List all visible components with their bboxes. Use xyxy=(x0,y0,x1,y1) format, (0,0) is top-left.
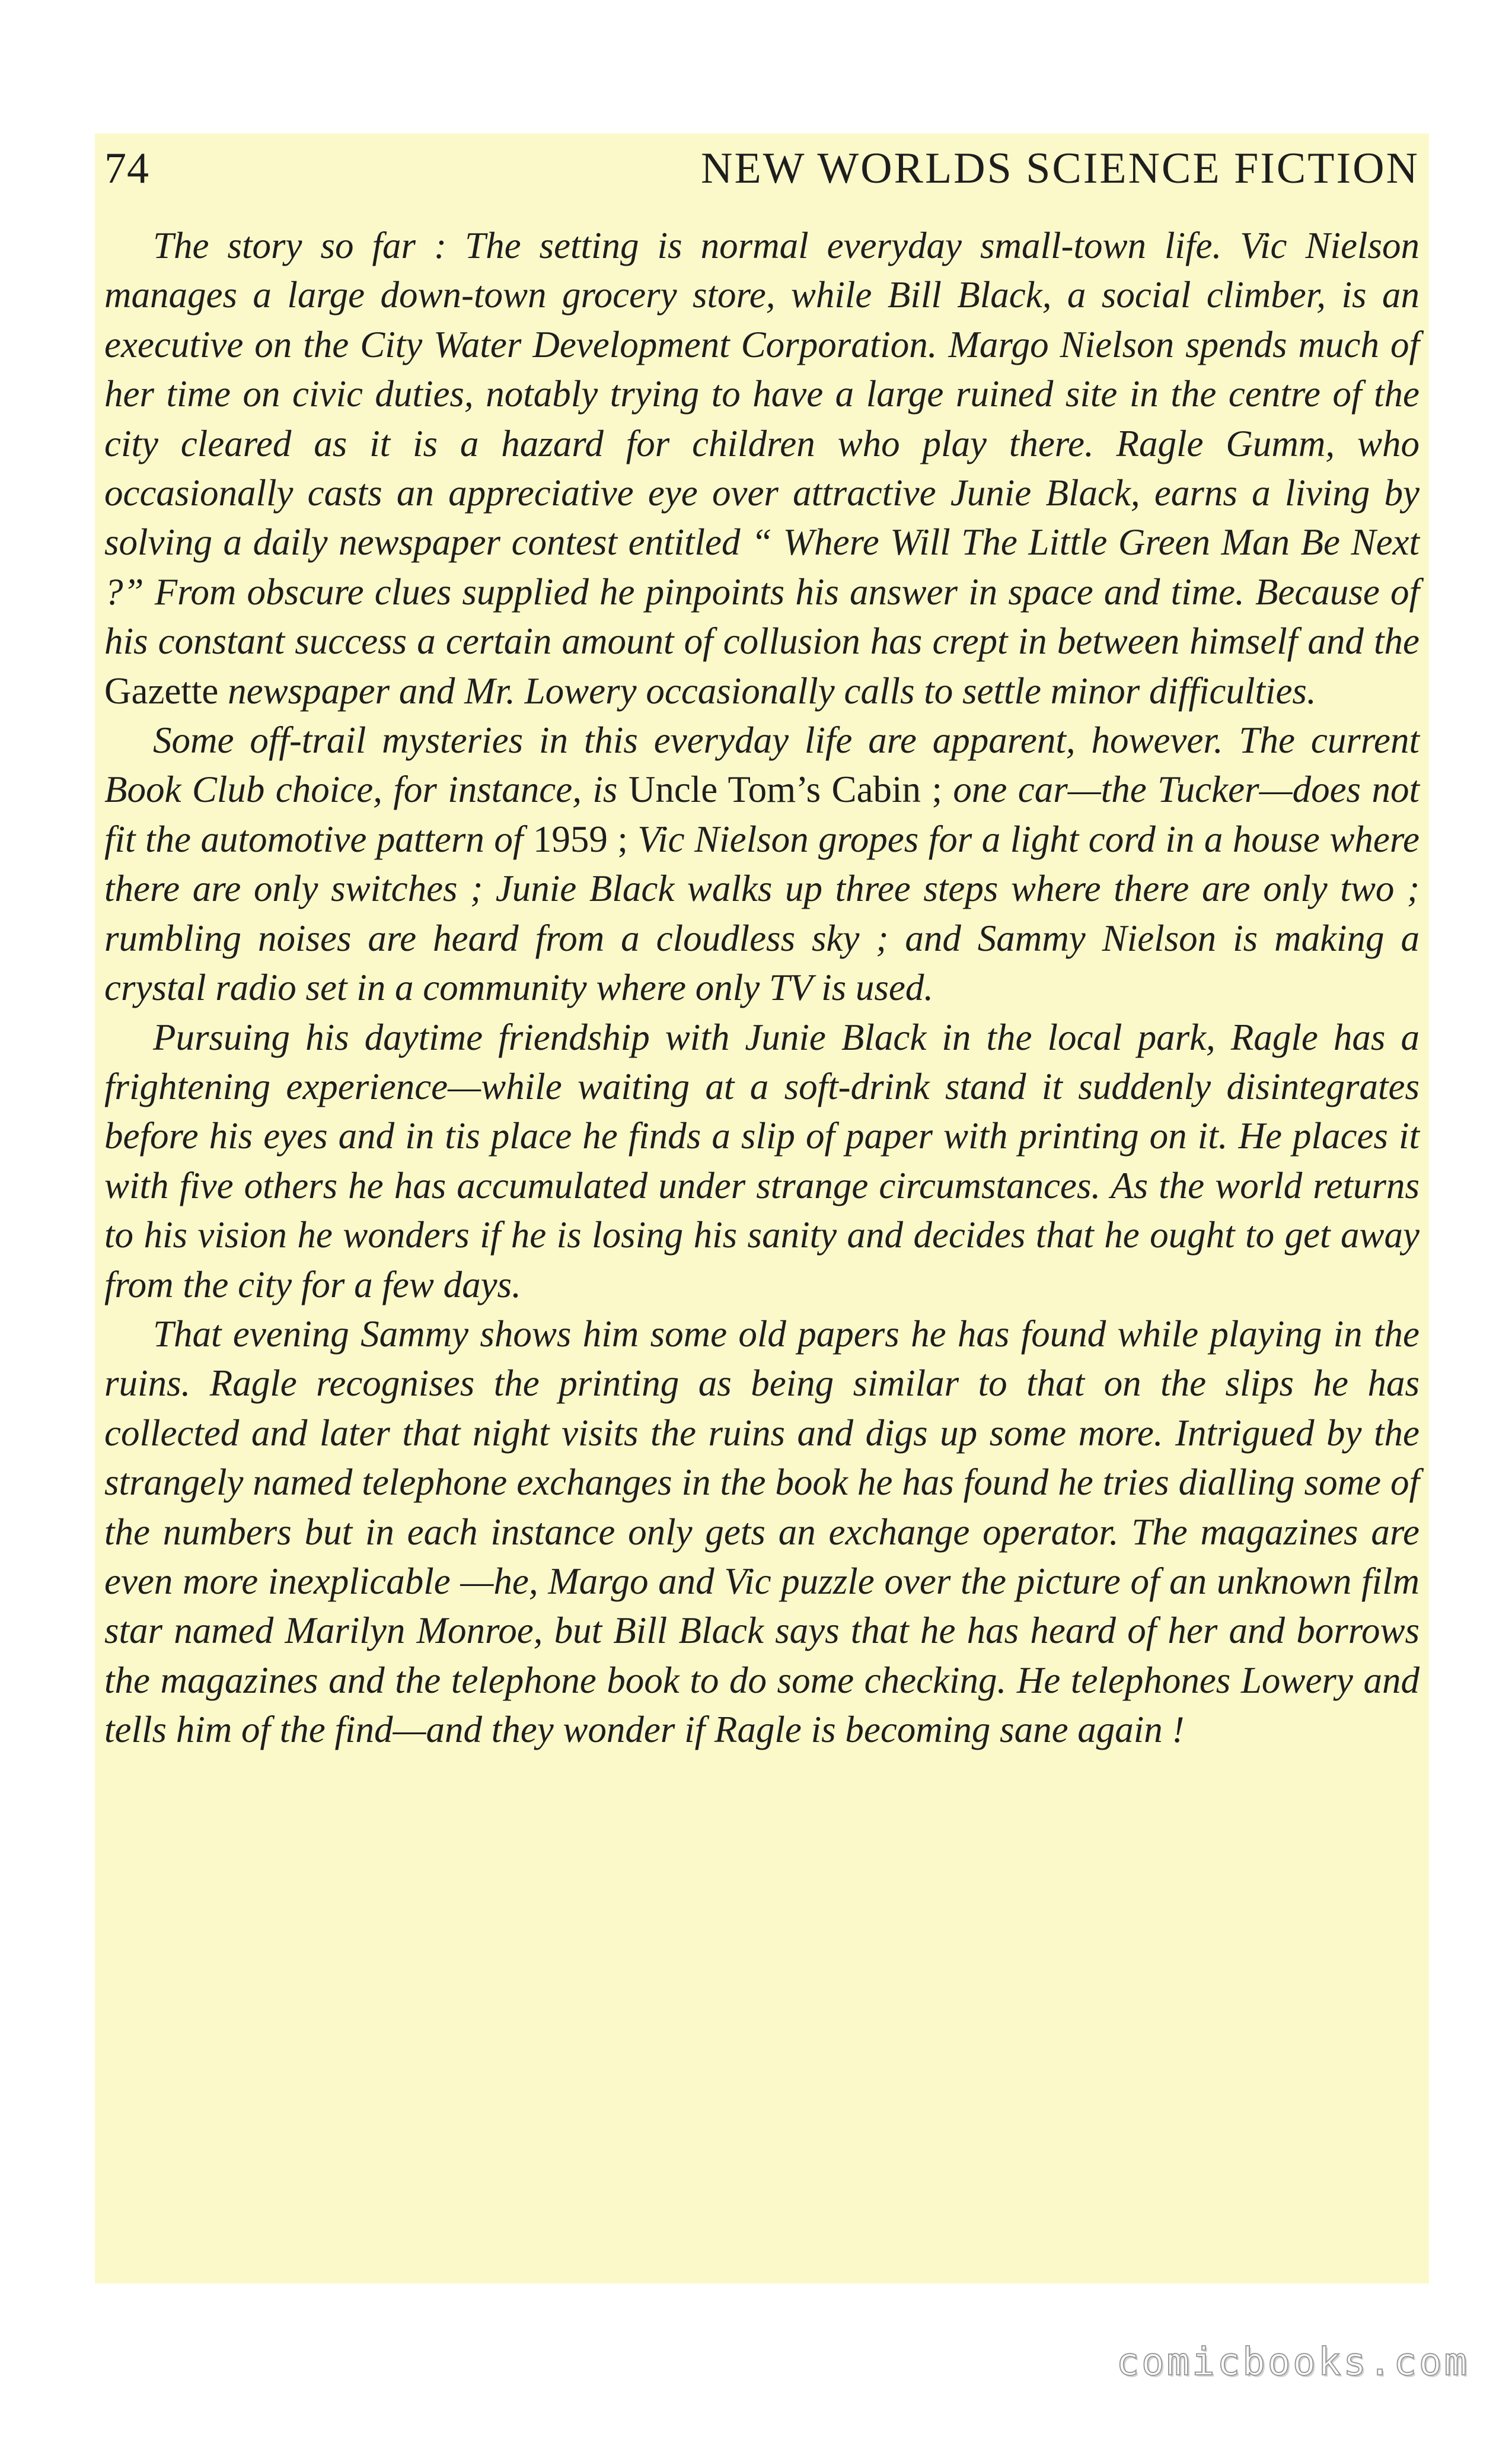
watermark-logo: comicbooks.com xyxy=(1116,2340,1469,2384)
paragraph-text: Some off-trail mysteries in this everyday life are apparent, however. The current Book Club choice, for instance, is xyxy=(104,719,1420,811)
book-title: Uncle Tom’s Cabin ; xyxy=(628,769,942,811)
page-number: 74 xyxy=(104,144,149,193)
paragraph-text: one car—the Tucker—does not fit the automotive pattern of xyxy=(104,769,1420,860)
paragraph-text: Vic Nielson gropes for a light cord in a house where there are only switches ; Junie Black walks up three steps where there are only two ; rumbling noises are heard from a cloudless sky ; and Sammy Nielson is making a crystal radio set in a community where only TV is used. xyxy=(104,818,1420,1009)
running-title: NEW WORLDS SCIENCE FICTION xyxy=(701,144,1420,193)
page-header xyxy=(104,144,1420,193)
paragraph-text: newspaper and Mr. Lowery occasionally calls to settle minor difficulties. xyxy=(218,670,1316,712)
synopsis-paragraph-3: Pursuing his daytime friendship with Junie Black in the local park, Ragle has a frightening experience—while waiting at a soft-drink stand it suddenly disintegrates before his eyes and in tis place he finds a slip of paper with printing on it. He places it with five others he has accumulated under strange circumstances. As the world returns to his vision he wonders if he is losing his sanity and decides that he ought to get away from the city for a few days. xyxy=(104,1016,1420,1305)
synopsis-paragraph-1 xyxy=(104,221,1420,716)
newspaper-title: Gazette xyxy=(104,670,219,712)
year-text: 1959 ; xyxy=(532,818,628,860)
synopsis-paragraph-4: That evening Sammy shows him some old papers he has found while playing in the ruins. Ragle recognises the printing as being similar to that on the slips he has collected and later that night visits the ruins and digs up some more. Intrigued by the strangely named telephone exchanges in the book he has found he tries dialling some of the numbers but in each instance only gets an exchange operator. The magazines are even more inexplicable —he, Margo and Vic puzzle over the picture of an unknown film star named Marilyn Monroe, but Bill Black says that he has heard of her and borrows the magazines and the telephone book to do some checking. He telephones Lowery and tells him of the find—and they wonder if Ragle is becoming sane again ! xyxy=(104,1313,1420,1751)
synopsis-paragraph-2 xyxy=(104,716,1420,1012)
paragraph-text: The story so far : The setting is normal everyday small-town life. Vic Nielson manages a large down-town grocery store, while Bill Black, a social climber, is an executive on the City Water Development Corporation. Margo Nielson spends much of her time on civic duties, notably trying to have a large ruined site in the centre of the city cleared as it is a hazard for children who play there. Ragle Gumm, who occasionally casts an appreciative eye over attractive Junie Black, earns a living by solving a daily newspaper contest entitled “ Where Will The Little Green Man Be Next ?” From obscure clues supplied he pinpoints his answer in space and time. Because of his constant success a certain amount of collusion has crept in between himself and the xyxy=(104,225,1420,663)
magazine-page xyxy=(95,133,1429,2283)
